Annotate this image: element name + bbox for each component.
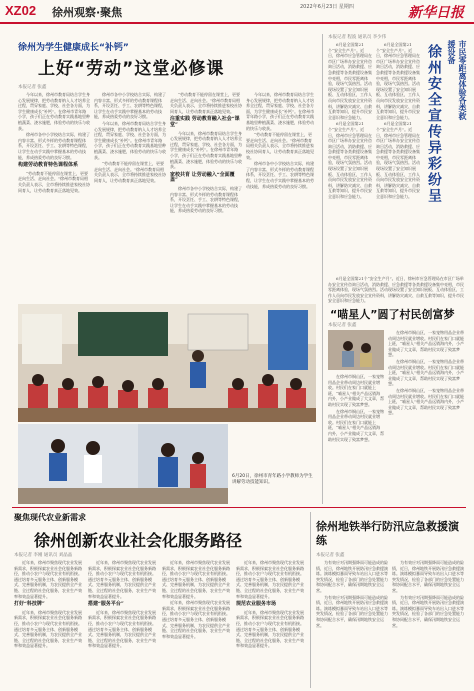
labor-paragraph: “劳动教育不能停留在课堂上，更要走向生活、走向社会。”徐州市教育局相关负责人表示，全市将持续推进家校社协同育人，让劳动教育真正落地见效。 [170,92,242,114]
labor-subheading: 构建劳动教育特色课程体系 [18,162,79,169]
classroom-photo [18,304,316,422]
safety-column-2 [376,42,420,272]
agri-column-4 [236,560,306,688]
labor-subheading: 家校共育 让劳动融入“全面覆盖” [170,171,235,184]
metro-column-2 [392,560,466,688]
safety-title: 徐州安全宣传异彩纷呈 [426,44,442,204]
labor-paragraph: 今年以来，徐州市教育局结合学生身心发展规律，把劳动教育纳入人才培养全过程，贯穿家庭、学校、社会各方面，为学生健康成长“补钙”。在徐州市青年路小学，孩子们正在劳动教育实践基地里种植蔬菜、浇水施肥，体验劳动的快乐与收获。 [18,92,90,131]
agri-paragraph: 近年来，徐州市聚焦现代农业发展新需求，积极探索农业社会化服务新路径，推动小农户与现代农业有机衔接。通过培育多元服务主体、创新服务模式、完善服务机制，为农民提供全产业链、全过程的社会化服务，农业生产效率和效益显著提升。 [14,560,82,599]
safety-paragraph: 6月是全国第21个“安全生产月”。近日，徐州市应急管理局在市区广场举办安全宣传咨询日活动，消防救援、应急救援等各类救援设备集中亮相，市民零距离体验，现场气氛热烈。活动现场设置了安全知识展板、互动体验区，工作人员向市民发放安全宣传资料，讲解防灾减灾、自救互救等知识，提升市民安全意识和应急能力。 [376,42,420,120]
labor-paragraph: 今年以来，徐州市教育局结合学生身心发展规律，把劳动教育纳入人才培养全过程，贯穿家庭、学校、社会各方面，为学生健康成长“补钙”。在徐州市青年路小学，孩子们正在劳动教育实践基地里种植蔬菜、浇水施肥，体验劳动的快乐与收获。 [94,120,166,160]
column-divider [322,34,323,504]
cat-paragraph: 在徐州市铜山区，一家宠物用品企业带动周边村民就业增收。村民们在家门口就能上班，“喵星人”相关产品远销海内外，小产业做成了大文章，帮助村民实现了致富梦想。 [388,387,465,416]
cat-paragraph: 在徐州市铜山区，一家宠物用品企业带动周边村民就业增收。村民们在家门口就能上班，“喵星人”相关产品远销海内外，小产业做成了大文章，帮助村民实现了致富梦想。 [388,330,465,358]
metro-paragraph: 为有效应对汛期强降雨可能造成的险情，近日，徐州地铁开展防汛应急救援演练。演练模拟暴雨导致车站出入口进水等突发情况，检验了各部门的应急处置能力和协同配合水平，确保汛期地铁安全运营。 [392,560,464,593]
agri-paragraph: 近年来，徐州市聚焦现代农业发展新需求，积极探索农业社会化服务新路径，推动小农户与现代农业有机衔接。通过培育多元服务主体、创新服务模式、完善服务机制，为农民提供全产业链、全过程的社会化服务，农业生产效率和效益显著提升。 [88,560,156,599]
labor-paragraph: 徐州市各中小学校结合实际，构建了内容丰富、形式多样的劳动教育课程体系，开设烹饪、手工、农耕等特色课程，让学生在动手实践中掌握基本的劳动技能，养成热爱劳动的良好习惯。 [94,92,166,120]
cat-photo [328,330,384,370]
metro-paragraph: 为有效应对汛期强降雨可能造成的险情，近日，徐州地铁开展防汛应急救援演练。演练模拟暴雨导致车站出入口进水等突发情况，检验了各部门的应急处置能力和协同配合水平，确保汛期地铁安全运营。 [316,560,388,593]
labor-column-1 [18,92,90,300]
agri-kicker: 聚焦现代农业新需求 [14,513,86,522]
agri-subheading: 打好“科技牌” [14,601,45,608]
labor-paragraph: 徐州市各中小学校结合实际，构建了内容丰富、形式多样的劳动教育课程体系，开设烹饪、手工、农耕等特色课程，让学生在动手实践中掌握基本的劳动技能，养成热爱劳动的良好习惯。 [170,185,242,214]
agri-column-1 [14,560,84,688]
labor-paragraph: 今年以来，徐州市教育局结合学生身心发展规律，把劳动教育纳入人才培养全过程，贯穿家庭、学校、社会各方面，为学生健康成长“补钙”。在徐州市青年路小学，孩子们正在劳动教育实践基地里种植蔬菜、浇水施肥，体验劳动的快乐与收获。 [170,130,242,170]
metro-title: 徐州地铁举行防汛应急救援演练 [316,520,459,547]
safety-paragraph: 6月是全国第21个“安全生产月”。近日，徐州市应急管理局在市区广场举办安全宣传咨询日活动，消防救援、应急救援等各类救援设备集中亮相，市民零距离体验，现场气氛热烈。活动现场设置了安全知识展板、互动体验区，工作人员向市民发放安全宣传资料，讲解防灾减灾、自救互救等知识，提升市民安全意识和应急能力。 [328,121,372,200]
photo-caption: 6月20日，徐州市青年路小学教师为学生讲解劳动技能知识。 [232,474,313,485]
section-divider [12,507,466,508]
labor-paragraph: “劳动教育不能停留在课堂上，更要走向生活、走向社会。”徐州市教育局相关负责人表示，全市将持续推进家校社协同育人，让劳动教育真正落地见效。 [18,170,90,193]
labor-paragraph: 今年以来，徐州市教育局结合学生身心发展规律，把劳动教育纳入人才培养全过程，贯穿家庭、学校、社会各方面，为学生健康成长“补钙”。在徐州市青年路小学，孩子们正在劳动教育实践基地里种植蔬菜、浇水施肥，体验劳动的快乐与收获。 [246,92,315,131]
labor-subheading: 注重实践 劳动教育融入社会“课堂” [170,116,240,128]
cat-title: “喵星人”圆了村民创富梦 [330,308,455,321]
cat-paragraph: 在徐州市铜山区，一家宠物用品企业带动周边村民就业增收。村民们在家门口就能上班，“喵星人”相关产品远销海内外，小产业做成了大文章，帮助村民实现了致富梦想。 [328,374,384,407]
safety-paragraph: 6月是全国第21个“安全生产月”。近日，徐州市应急管理局在市区广场举办安全宣传咨询日活动，消防救援、应急救援等各类救援设备集中亮相，市民零距离体验，现场气氛热烈。活动现场设置了安全知识展板、互动体验区，工作人员向市民发放安全宣传资料，讲解防灾减灾、自救互救等知识，提升市民安全意识和应急能力。 [328,276,464,304]
agri-byline: 本报记者 李刚 通讯员 刘晶晶 [14,553,73,558]
agri-subheading: 规范农业服务市场 [236,601,277,608]
page-number: XZ02 [5,3,37,18]
cat-column-2 [328,374,384,504]
agri-title: 徐州创新农业社会化服务路径 [34,531,243,550]
column-divider [310,512,311,688]
safety-paragraph: 6月是全国第21个“安全生产月”。近日，徐州市应急管理局在市区广场举办安全宣传咨询日活动，消防救援、应急救援等各类救援设备集中亮相，市民零距离体验，现场气氛热烈。活动现场设置了安全知识展板、互动体验区，工作人员向市民发放安全宣传资料，讲解防灾减灾、自救互救等知识，提升市民安全意识和应急能力。 [328,42,372,120]
safety-kicker: 市民零距离体验各类救援设备 [447,40,467,120]
safety-byline: 本报记者 程波 通讯员 李少伟 [328,35,387,40]
labor-byline: 本报记者 张鑫 [18,85,47,90]
classroom-photo-graphic [18,304,316,422]
agri-paragraph: 近年来，徐州市聚焦现代农业发展新需求，积极探索农业社会化服务新路径，推动小农户与现代农业有机衔接。通过培育多元服务主体、创新服务模式、完善服务机制，为农民提供全产业链、全过程的社会化服务，农业生产效率和效益显著提升。 [236,609,304,649]
newspaper-brand: 新华日报 [408,5,464,21]
cat-column-1 [388,330,466,504]
agri-paragraph: 近年来，徐州市聚焦现代农业发展新需求，积极探索农业社会化服务新路径，推动小农户与现代农业有机衔接。通过培育多元服务主体、创新服务模式、完善服务机制，为农民提供全产业链、全过程的社会化服务，农业生产效率和效益显著提升。 [88,609,156,649]
labor-paragraph: “劳动教育不能停留在课堂上，更要走向生活、走向社会。”徐州市教育局相关负责人表示，全市将持续推进家校社协同育人，让劳动教育真正落地见效。 [246,132,314,160]
agri-paragraph: 近年来，徐州市聚焦现代农业发展新需求，积极探索农业社会化服务新路径，推动小农户与现代农业有机衔接。通过培育多元服务主体、创新服务模式、完善服务机制，为农民提供全产业链、全过程的社会化服务，农业生产效率和效益显著提升。 [236,560,304,599]
cat-paragraph: 在徐州市铜山区，一家宠物用品企业带动周边村民就业增收。村民们在家门口就能上班，“喵星人”相关产品远销海内外，小产业做成了大文章，帮助村民实现了致富梦想。 [388,358,465,387]
safety-paragraph: 6月是全国第21个“安全生产月”。近日，徐州市应急管理局在市区广场举办安全宣传咨询日活动，消防救援、应急救援等各类救援设备集中亮相，市民零距离体验，现场气氛热烈。活动现场设置了安全知识展板、互动体验区，工作人员向市民发放安全宣传资料，讲解防灾减灾、自救互救等知识，提升市民安全意识和应急能力。 [376,121,420,200]
safety-bottom [328,276,466,304]
cat-byline: 本报记者 张鑫 [328,323,357,328]
agri-column-2 [88,560,158,688]
labor-title: 上好“劳动”这堂必修课 [38,59,225,79]
agri-column-3 [162,560,232,688]
labor-paragraph: “劳动教育不能停留在课堂上，更要走向生活、走向社会。”徐州市教育局相关负责人表示，全市将持续推进家校社协同育人，让劳动教育真正落地见效。 [94,161,166,183]
cat-paragraph: 在徐州市铜山区，一家宠物用品企业带动周边村民就业增收。村民们在家门口就能上班，“喵星人”相关产品远销海内外，小产业做成了大文章，帮助村民实现了致富梦想。 [328,408,384,442]
agri-paragraph: 近年来，徐州市聚焦现代农业发展新需求，积极探索农业社会化服务新路径，推动小农户与现代农业有机衔接。通过培育多元服务主体、创新服务模式、完善服务机制，为农民提供全产业链、全过程的社会化服务，农业生产效率和效益显著提升。 [14,609,82,649]
safety-column-1 [328,42,372,272]
labor-paragraph: 徐州市各中小学校结合实际，构建了内容丰富、形式多样的劳动教育课程体系，开设烹饪、手工、农耕等特色课程，让学生在动手实践中掌握基本的劳动技能，养成热爱劳动的良好习惯。 [18,132,90,160]
date-line: 2022年6月23日 星期四 [300,4,354,10]
labor-column-2 [94,92,166,300]
metro-paragraph: 为有效应对汛期强降雨可能造成的险情，近日，徐州地铁开展防汛应急救援演练。演练模拟暴雨导致车站出入口进水等突发情况，检验了各部门的应急处置能力和协同配合水平，确保汛期地铁安全运营。 [392,594,464,628]
metro-column-1 [316,560,388,688]
agri-subheading: 搭建“服务平台” [88,601,124,608]
labor-column-4 [246,92,316,300]
section-name: 徐州观察·聚焦 [52,6,123,19]
labor-kicker: 徐州为学生健康成长“补钙” [18,43,129,53]
agri-paragraph: 近年来，徐州市聚焦现代农业发展新需求，积极探索农业社会化服务新路径，推动小农户与现代农业有机衔接。通过培育多元服务主体、创新服务模式、完善服务机制，为农民提供全产业链、全过程的社会化服务，农业生产效率和效益显著提升。 [162,600,230,639]
metro-paragraph: 为有效应对汛期强降雨可能造成的险情，近日，徐州地铁开展防汛应急救援演练。演练模拟暴雨导致车站出入口进水等突发情况，检验了各部门的应急处置能力和协同配合水平，确保汛期地铁安全运营。 [316,594,388,628]
labor-column-3 [170,92,242,300]
cat-photo-graphic [328,330,384,370]
labor-paragraph: 徐州市各中小学校结合实际，构建了内容丰富、形式多样的劳动教育课程体系，开设烹饪、手工、农耕等特色课程，让学生在动手实践中掌握基本的劳动技能，养成热爱劳动的良好习惯。 [246,161,314,189]
agri-paragraph: 近年来，徐州市聚焦现代农业发展新需求，积极探索农业社会化服务新路径，推动小农户与现代农业有机衔接。通过培育多元服务主体、创新服务模式、完善服务机制，为农民提供全产业链、全过程的社会化服务，农业生产效率和效益显著提升。 [162,560,230,599]
teacher-photo [18,424,228,504]
metro-byline: 本报记者 张鑫 [316,553,345,558]
teacher-photo-graphic [18,424,228,504]
